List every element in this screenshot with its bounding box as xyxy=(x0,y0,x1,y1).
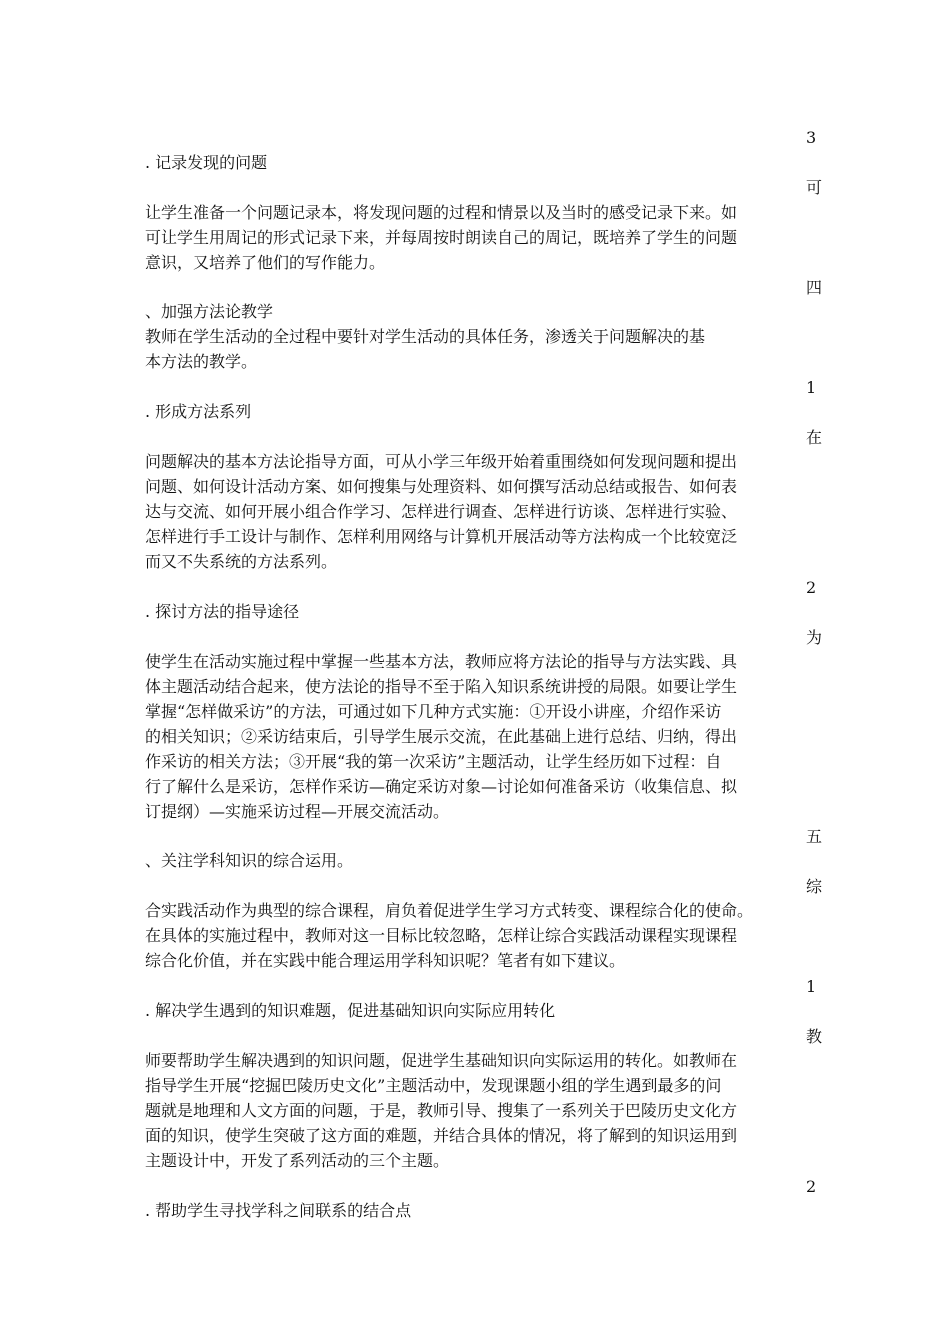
paragraph-line: 问题解决的基本方法论指导方面，可从小学三年级开始着重围绕如何发现问题和提出 xyxy=(145,452,738,471)
section-heading: . 记录发现的问题 xyxy=(145,153,268,172)
section-heading: . 解决学生遇到的知识难题，促进基础知识向实际应用转化 xyxy=(145,1001,556,1020)
margin-marker: 综 xyxy=(806,877,823,896)
paragraph-line: 题就是地理和人文方面的问题，于是，教师引导、搜集了一系列关于巴陵历史文化方 xyxy=(145,1101,738,1120)
paragraph-line: 行了解什么是采访，怎样作采访—确定采访对象—讨论如何准备采访（收集信息、拟 xyxy=(145,777,738,796)
paragraph-line: 让学生准备一个问题记录本，将发现问题的过程和情景以及当时的感受记录下来。如 xyxy=(145,203,738,222)
margin-marker: 五 xyxy=(806,827,823,846)
paragraph-line: 体主题活动结合起来，使方法论的指导不至于陷入知识系统讲授的局限。如要让学生 xyxy=(145,677,738,696)
paragraph-line: 在具体的实施过程中，教师对这一目标比较忽略，怎样让综合实践活动课程实现课程 xyxy=(145,926,738,945)
margin-marker: 2 xyxy=(806,578,817,597)
section-heading: . 探讨方法的指导途径 xyxy=(145,602,300,621)
paragraph-line: 主题设计中，开发了系列活动的三个主题。 xyxy=(145,1151,450,1170)
margin-marker: 可 xyxy=(806,178,823,197)
paragraph-line: 使学生在活动实施过程中掌握一些基本方法，教师应将方法论的指导与方法实践、具 xyxy=(145,652,738,671)
paragraph-line: 本方法的教学。 xyxy=(145,352,258,371)
paragraph-line: 教师在学生活动的全过程中要针对学生活动的具体任务，渗透关于问题解决的基 xyxy=(145,327,706,346)
paragraph-line: 师要帮助学生解决遇到的知识问题，促进学生基础知识向实际运用的转化。如教师在 xyxy=(145,1051,738,1070)
paragraph-line: 掌握“怎样做采访”的方法，可通过如下几种方式实施：①开设小讲座，介绍作采访 xyxy=(145,702,722,721)
margin-marker: 3 xyxy=(806,128,817,147)
paragraph-line: 的相关知识；②采访结束后，引导学生展示交流，在此基础上进行总结、归纳，得出 xyxy=(145,727,738,746)
paragraph-line: 可让学生用周记的形式记录下来，并每周按时朗读自己的周记，既培养了学生的问题 xyxy=(145,228,738,247)
margin-marker: 2 xyxy=(806,1177,817,1196)
paragraph-line: 合实践活动作为典型的综合课程，肩负着促进学生学习方式转变、课程综合化的使命。 xyxy=(145,901,754,920)
paragraph-line: 意识，又培养了他们的写作能力。 xyxy=(145,253,386,272)
margin-marker: 教 xyxy=(806,1027,823,1046)
section-heading: 、加强方法论教学 xyxy=(145,302,274,321)
paragraph-line: 问题、如何设计活动方案、如何搜集与处理资料、如何撰写活动总结或报告、如何表 xyxy=(145,477,738,496)
margin-marker: 1 xyxy=(806,977,817,996)
paragraph-line: 指导学生开展“挖掘巴陵历史文化”主题活动中，发现课题小组的学生遇到最多的问 xyxy=(145,1076,722,1095)
section-heading: . 帮助学生寻找学科之间联系的结合点 xyxy=(145,1201,412,1220)
margin-marker: 在 xyxy=(806,428,823,447)
paragraph-line: 作采访的相关方法；③开展“我的第一次采访”主题活动，让学生经历如下过程：自 xyxy=(145,752,722,771)
paragraph-line: 综合化价值，并在实践中能合理运用学科知识呢？笔者有如下建议。 xyxy=(145,951,626,970)
section-heading: 、关注学科知识的综合运用。 xyxy=(145,851,354,870)
section-heading: . 形成方法系列 xyxy=(145,402,252,421)
paragraph-line: 面的知识，使学生突破了这方面的难题，并结合具体的情况，将了解到的知识运用到 xyxy=(145,1126,738,1145)
paragraph-line: 怎样进行手工设计与制作、怎样利用网络与计算机开展活动等方法构成一个比较宽泛 xyxy=(145,527,738,546)
margin-marker: 为 xyxy=(806,628,823,647)
margin-marker: 四 xyxy=(806,278,823,297)
paragraph-line: 订提纲）—实施采访过程—开展交流活动。 xyxy=(145,802,450,821)
margin-marker: 1 xyxy=(806,378,817,397)
paragraph-line: 达与交流、如何开展小组合作学习、怎样进行调查、怎样进行访谈、怎样进行实验、 xyxy=(145,502,738,521)
paragraph-line: 而又不失系统的方法系列。 xyxy=(145,552,338,571)
